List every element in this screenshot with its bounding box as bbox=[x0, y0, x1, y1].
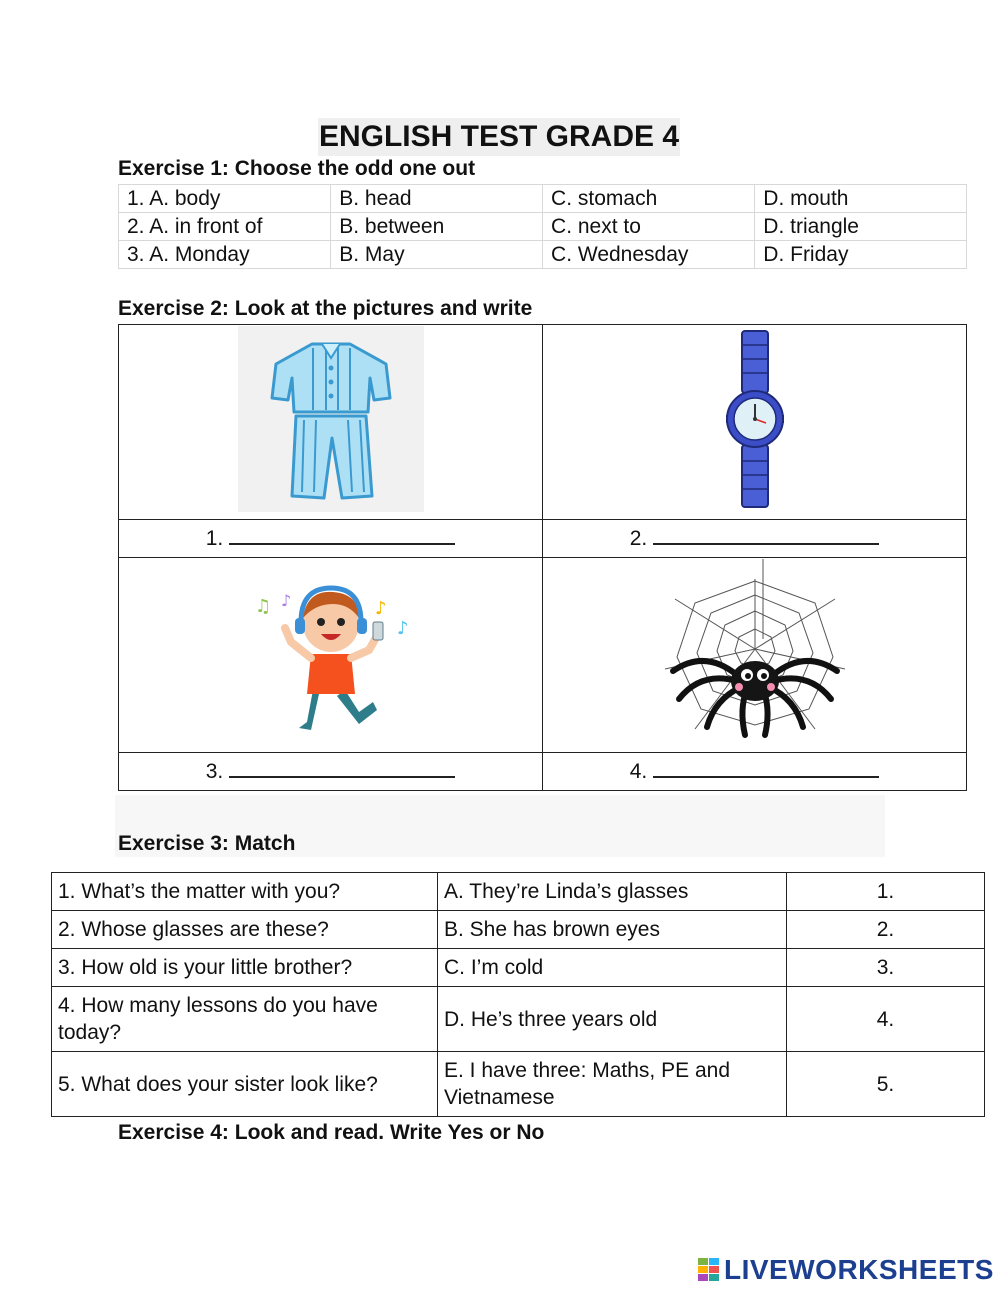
picture-cell bbox=[543, 325, 967, 520]
match-cell[interactable]: 1. bbox=[787, 873, 985, 911]
table-cell: 2. A. in front of bbox=[119, 213, 331, 241]
table-cell: B. May bbox=[331, 241, 543, 269]
logo-blocks-icon bbox=[698, 1258, 720, 1282]
table-cell: 1. A. body bbox=[119, 185, 331, 213]
liveworksheets-logo bbox=[698, 1255, 994, 1285]
picture-row bbox=[119, 558, 967, 753]
item-number: 3. bbox=[205, 759, 224, 783]
item-number: 2. bbox=[629, 526, 648, 550]
question-cell: 5. What does your sister look like? bbox=[52, 1052, 438, 1117]
match-cell[interactable]: 3. bbox=[787, 949, 985, 987]
table-row bbox=[52, 949, 985, 987]
question-cell: 4. How many lessons do you have today? bbox=[52, 987, 438, 1052]
svg-text:♪: ♪ bbox=[280, 591, 291, 610]
item-number: 1. bbox=[205, 526, 224, 550]
picture-cell bbox=[119, 558, 543, 753]
answer-blank[interactable] bbox=[653, 762, 879, 778]
answer-cell bbox=[119, 753, 543, 791]
item-number: 4. bbox=[629, 759, 648, 783]
answer-cell bbox=[543, 753, 967, 791]
svg-text:♪: ♪ bbox=[374, 598, 386, 619]
table-row bbox=[119, 213, 967, 241]
question-cell: 1. What’s the matter with you? bbox=[52, 873, 438, 911]
question-cell: 3. How old is your little brother? bbox=[52, 949, 438, 987]
question-cell: 2. Whose glasses are these? bbox=[52, 911, 438, 949]
match-cell[interactable]: 4. bbox=[787, 987, 985, 1052]
exercise3-table bbox=[51, 872, 985, 1117]
table-row bbox=[52, 987, 985, 1052]
answer-cell: B. She has brown eyes bbox=[438, 911, 787, 949]
table-cell: 3. A. Monday bbox=[119, 241, 331, 269]
pajamas-icon bbox=[238, 326, 424, 512]
table-row bbox=[52, 873, 985, 911]
answer-cell bbox=[543, 520, 967, 558]
answer-blank[interactable] bbox=[229, 762, 455, 778]
answer-cell: D. He’s three years old bbox=[438, 987, 787, 1052]
answer-cell: C. I’m cold bbox=[438, 949, 787, 987]
page-title: ENGLISH TEST GRADE 4 bbox=[318, 118, 680, 156]
table-cell: C. Wednesday bbox=[543, 241, 755, 269]
svg-text:♪: ♪ bbox=[396, 618, 408, 639]
picture-cell bbox=[119, 325, 543, 520]
table-cell: D. Friday bbox=[755, 241, 967, 269]
exercise4-heading: Exercise 4: Look and read. Write Yes or No bbox=[118, 1121, 545, 1144]
wristwatch-icon bbox=[720, 329, 790, 509]
match-cell[interactable]: 2. bbox=[787, 911, 985, 949]
table-cell: D. triangle bbox=[755, 213, 967, 241]
spider-web-icon bbox=[655, 559, 855, 745]
table-row bbox=[52, 1052, 985, 1117]
exercise3-heading: Exercise 3: Match bbox=[118, 832, 296, 855]
exercise2-heading: Exercise 2: Look at the pictures and write bbox=[118, 297, 533, 320]
answer-cell: A. They’re Linda’s glasses bbox=[438, 873, 787, 911]
picture-row bbox=[119, 325, 967, 520]
logo-text: LIVEWORKSHEETS bbox=[724, 1254, 994, 1285]
table-cell: C. next to bbox=[543, 213, 755, 241]
answer-cell bbox=[119, 520, 543, 558]
table-cell: C. stomach bbox=[543, 185, 755, 213]
match-cell[interactable]: 5. bbox=[787, 1052, 985, 1117]
table-row bbox=[52, 911, 985, 949]
table-row bbox=[119, 185, 967, 213]
answer-blank[interactable] bbox=[653, 529, 879, 545]
table-cell: B. head bbox=[331, 185, 543, 213]
table-cell: B. between bbox=[331, 213, 543, 241]
svg-text:♫: ♫ bbox=[254, 596, 271, 617]
answer-cell: E. I have three: Maths, PE and Vietnamese bbox=[438, 1052, 787, 1117]
exercise1-table bbox=[118, 184, 967, 269]
picture-cell bbox=[543, 558, 967, 753]
exercise2-table bbox=[118, 324, 967, 791]
table-row bbox=[119, 241, 967, 269]
answer-row bbox=[119, 520, 967, 558]
boy-listening-music-icon bbox=[241, 562, 421, 742]
answer-blank[interactable] bbox=[229, 529, 455, 545]
answer-row bbox=[119, 753, 967, 791]
table-cell: D. mouth bbox=[755, 185, 967, 213]
exercise1-heading: Exercise 1: Choose the odd one out bbox=[118, 157, 476, 180]
